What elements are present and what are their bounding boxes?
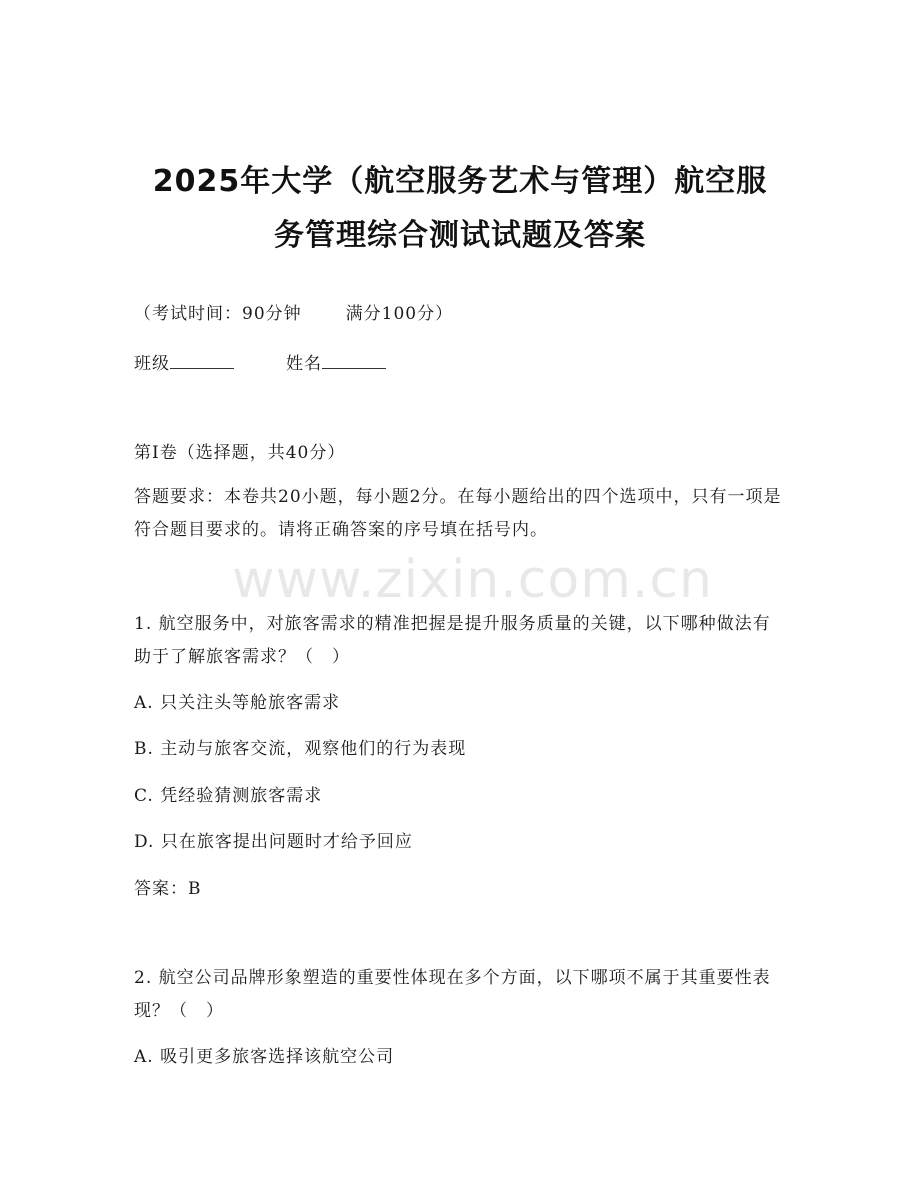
question-1-answer: 答案：B — [134, 879, 202, 899]
title-line-1: 2025年大学（航空服务艺术与管理）航空服 — [152, 164, 768, 199]
question-1-option-b: B. 主动与旅客交流，观察他们的行为表现 — [134, 739, 467, 759]
question-1-stem: 1. 航空服务中，对旅客需求的精准把握是提升服务质量的关键，以下哪种做法有助于了解旅客需求？（ ） — [134, 614, 771, 667]
class-label: 班级 — [134, 354, 170, 374]
question-2-option-a: A. 吸引更多旅客选择该航空公司 — [134, 1047, 395, 1067]
name-label: 姓名 — [286, 354, 322, 374]
question-1-option-d: D. 只在旅客提出问题时才给予回应 — [134, 832, 413, 852]
section-header: 第Ⅰ卷（选择题，共40分） — [134, 443, 346, 463]
instructions: 答题要求：本卷共20小题，每小题2分。在每小题给出的四个选项中，只有一项是符合题目要求的。请将正确答案的序号填在括号内。 — [134, 487, 782, 540]
name-blank[interactable] — [322, 350, 386, 369]
class-blank[interactable] — [170, 350, 234, 369]
title-line-2: 务管理综合测试试题及答案 — [274, 218, 646, 253]
question-2-stem: 2. 航空公司品牌形象塑造的重要性体现在多个方面，以下哪项不属于其重要性表现？（ ） — [134, 968, 771, 1021]
exam-info — [134, 301, 794, 327]
question-1-option-c: C. 凭经验猜测旅客需求 — [134, 786, 323, 806]
student-fields — [134, 350, 794, 377]
question-1-option-a: A. 只关注头等舱旅客需求 — [134, 693, 341, 713]
exam-time: （考试时间：90分钟 — [134, 304, 302, 324]
watermark: www.zixin.com.cn — [232, 550, 713, 610]
document-title — [120, 155, 800, 263]
exam-score: 满分100分） — [345, 304, 454, 324]
